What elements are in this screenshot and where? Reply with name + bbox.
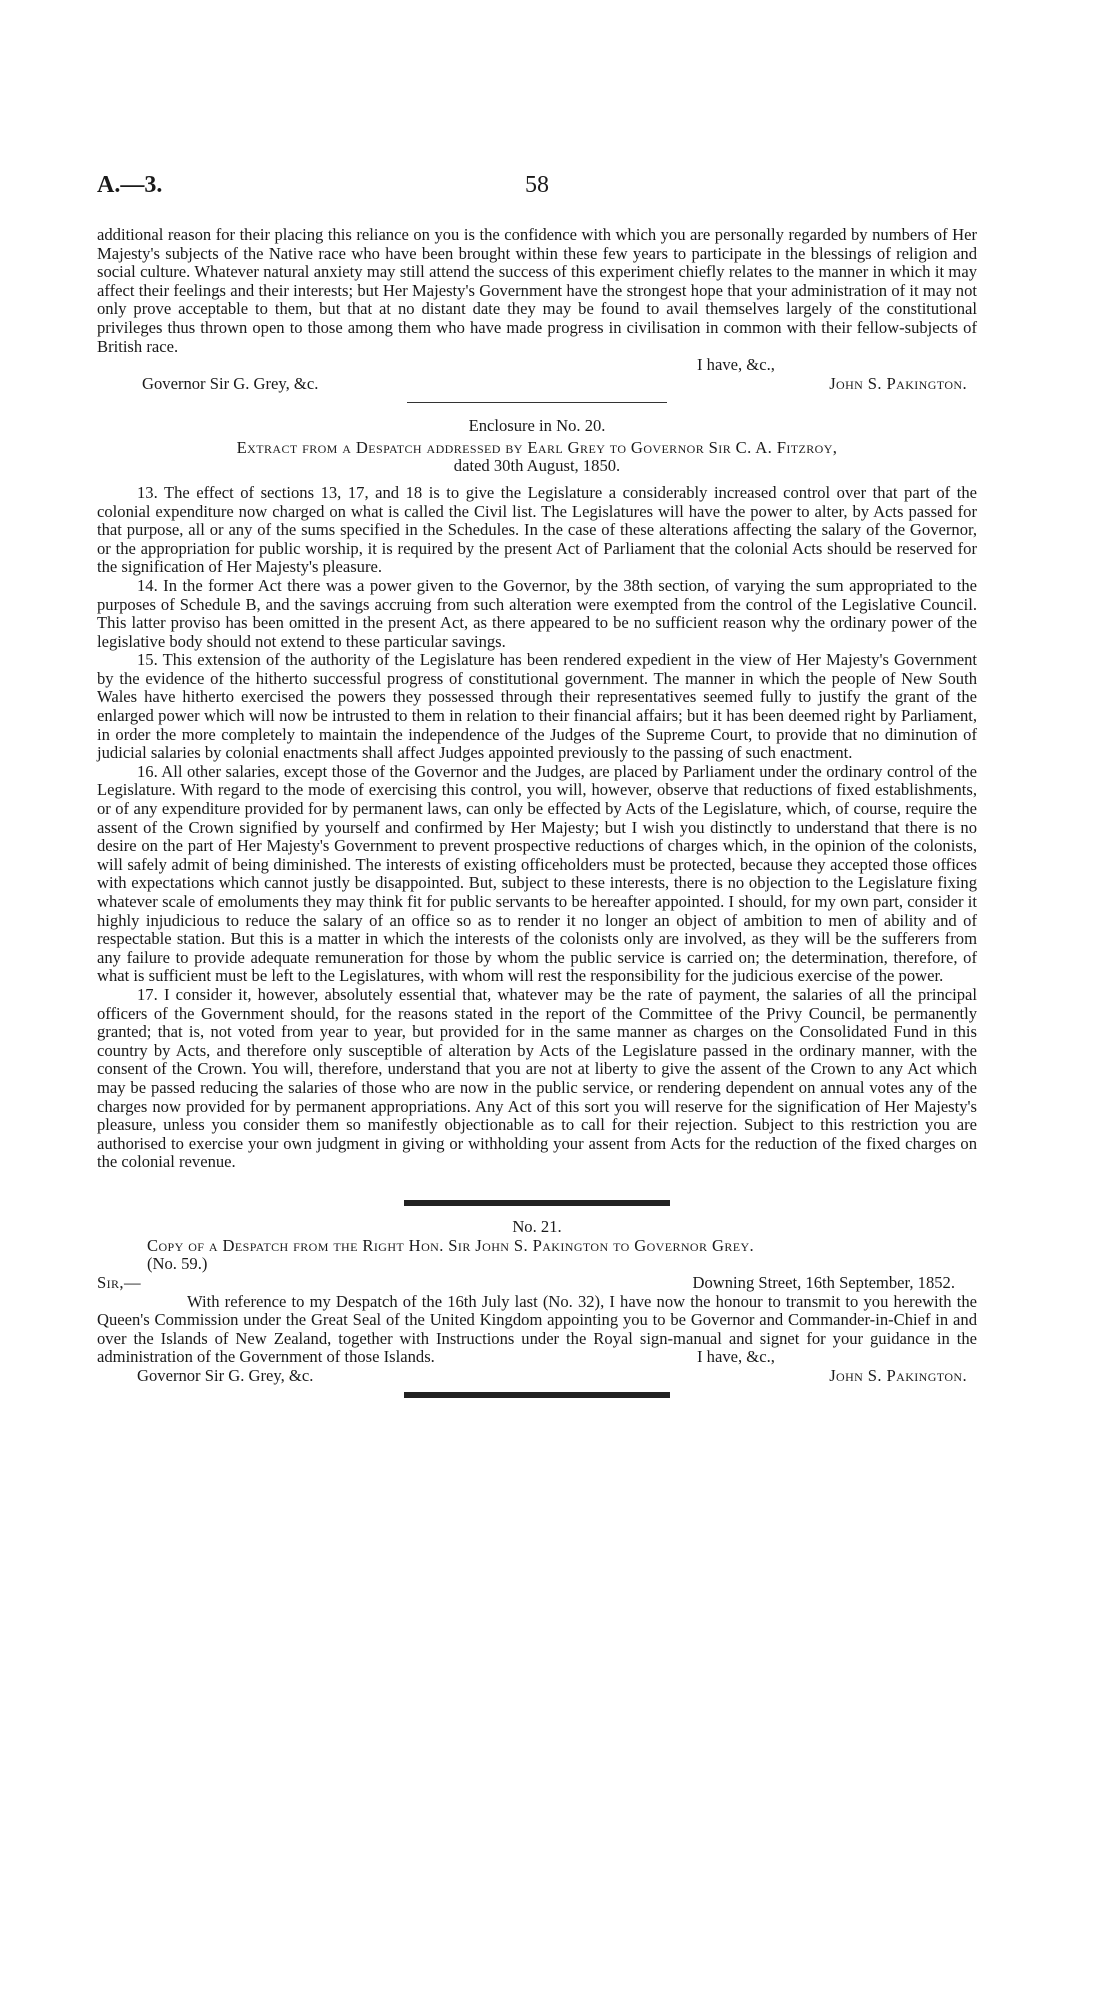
paragraph-13: 13. The effect of sections 13, 17, and 18 is to give the Legislature a considerably increased control over that part of the colonial expenditure now charged on what is called the Civil list. The Legislatures will have the power to alter, by Acts passed for that purpose, all or any of the sums specified in the Schedules. In the case of these alterations affecting the salary of the Governor, or the appropriation for public worship, it is required by the present Act of Parliament that the colonial Acts should be reserved for the signification of Her Majesty's pleasure. — [97, 482, 977, 577]
enclosure-subtitle: Extract from a Despatch addressed by Earl Grey to Governor Sir C. A. Fitzroy, — [236, 437, 838, 457]
enclosure-date: dated 30th August, 1850. — [453, 456, 621, 476]
despatch-number: No. 21. — [512, 1216, 562, 1236]
despatch-closing — [97, 1348, 977, 1386]
paragraph-16: 16. All other salaries, except those of the Governor and the Judges, are placed by Parliament under the ordinary control of the Legislature. With regard to the mode of exercising this control, you will, however, observe that reductions of fixed establishments, or of any expenditure provided for by permanent laws, can only be effected by Acts of the Legislature, which, of course, require the assent of the Crown signified by yourself and confirmed by Her Majesty; but I wish you distinctly to understand that there is no desire on the part of Her Majesty's Government to prevent prospective reductions of charges which, in the opinion of the colonists, will safely admit of being diminished. The interests of existing officeholders must be protected, because they accepted those offices with expectations which cannot justly be disappointed. But, subject to these interests, there is no objection to the Legislature fixing whatever scale of emoluments they may think fit for public servants to be hereafter appointed. I should, for my own part, consider it highly injudicious to reduce the salary of an office so as to render it no longer an object of ambition to men of ability and of respectable station. But this is a matter in which the interests of the colonists only are involved, as they will be the sufferers from any failure to provide adequate remuneration for those by whom the public service is carried on; the determination, therefore, of what is sufficient must be left to the Legislatures, with whom will rest the responsibility for the judicious exercise of the power. — [97, 761, 977, 986]
closing-phrase: I have, &c., — [697, 355, 775, 375]
signature: John S. Pakington. — [829, 374, 967, 394]
salutation-row — [97, 1274, 977, 1293]
location-date: Downing Street, 16th September, 1852. — [692, 1272, 955, 1292]
paragraph-17: 17. I consider it, however, absolutely essential that, whatever may be the rate of payment, the salaries of all the principal officers of the Government should, for the reasons stated in the report of the Committee of the Privy Council, be permanently granted; that is, not voted from year to year, but provided for in the same manner as charges on the Consolidated Fund in this country by Acts, and therefore only susceptible of alteration by Acts of the Legislature passed in the ordinary manner, with the consent of the Crown. You will, therefore, understand that you are not at liberty to give the assent of the Crown to any Act which may be passed reducing the salaries of those who are now in the public service, or rendering dependent on annual votes any of the charges now provided for by permanent appropriations. Any Act of this sort you will reserve for the signification of Her Majesty's pleasure, unless you consider them so manifestly objectionable as to call for their rejection. Subject to this restriction you are authorised to exercise your own judgment in giving or withholding your assent from Acts for the reduction of the fixed charges on the colonial revenue. — [97, 984, 977, 1172]
opening-closing — [97, 356, 977, 394]
document-body — [97, 226, 977, 1398]
opening-paragraph: additional reason for their placing this reliance on you is the confidence with which you are personally regarded by numbers of Her Majesty's subjects of the Native race who have been brought within these few years to participate in the blessings of religion and social culture. Whatever natural anxiety may still attend the success of this experiment chiefly relates to the manner in which it may affect their feelings and their interests; but Her Majesty's Government have the strongest hope that your administration of it may not only prove acceptable to them, but that at no distant date they may be found to avail themselves largely of the constitutional privileges thus thrown open to those among them who have made progress in civilisation in common with their fellow-subjects of British race. — [97, 225, 977, 356]
despatch-body: With reference to my Despatch of the 16th July last (No. 32), I have now the honour to transmit to you herewith the Queen's Commission under the Great Seal of the United Kingdom appointing you to be Governor and Commander-in-Chief in and over the Islands of New Zealand, together with Instructions under the Royal sign-manual and signet for your guidance in the administration of the Government of those Islands. — [97, 1291, 977, 1367]
despatch-no: (No. 59.) — [147, 1254, 208, 1274]
closing-phrase: I have, &c., — [697, 1347, 775, 1367]
enclosure-paragraphs — [97, 484, 977, 1172]
document-reference: A.—3. — [97, 172, 163, 198]
addressee: Governor Sir G. Grey, &c. — [137, 1366, 314, 1386]
enclosure-title: Enclosure in No. 20. — [468, 416, 606, 436]
thick-divider — [404, 1200, 670, 1206]
addressee: Governor Sir G. Grey, &c. — [142, 374, 319, 394]
signature: John S. Pakington. — [829, 1366, 967, 1386]
paragraph-14: 14. In the former Act there was a power given to the Governor, by the 38th section, of varying the sum appropriated to the purposes of Schedule B, and the savings accruing from such alteration were exempted from the control of the Legislative Council. This latter proviso has been omitted in the present Act, as there appeared to be no sufficient reason why the ordinary power of the legislative body should not extend to these particular savings. — [97, 575, 977, 651]
page-number: 58 — [525, 172, 549, 198]
end-divider — [404, 1392, 670, 1398]
section-divider — [407, 402, 667, 403]
page-header — [97, 172, 977, 206]
despatch-title: Copy of a Despatch from the Right Hon. Sir John S. Pakington to Governor Grey. — [147, 1235, 755, 1255]
paragraph-15: 15. This extension of the authority of the Legislature has been rendered expedient in the view of Her Majesty's Government by the evidence of the hitherto successful progress of constitutional government. The manner in which the people of New South Wales have hitherto exercised the powers they possessed through their representatives seemed fully to justify the grant of the enlarged power which will now be intrusted to them in relation to their financial affairs; but it has been deemed right by Parliament, in order the more completely to maintain the independence of the Judges of the Supreme Court, to provide that no diminution of judicial salaries by colonial enactments shall affect Judges appointed previously to the passing of such enactment. — [97, 650, 977, 763]
salutation: Sir,— — [97, 1272, 141, 1292]
